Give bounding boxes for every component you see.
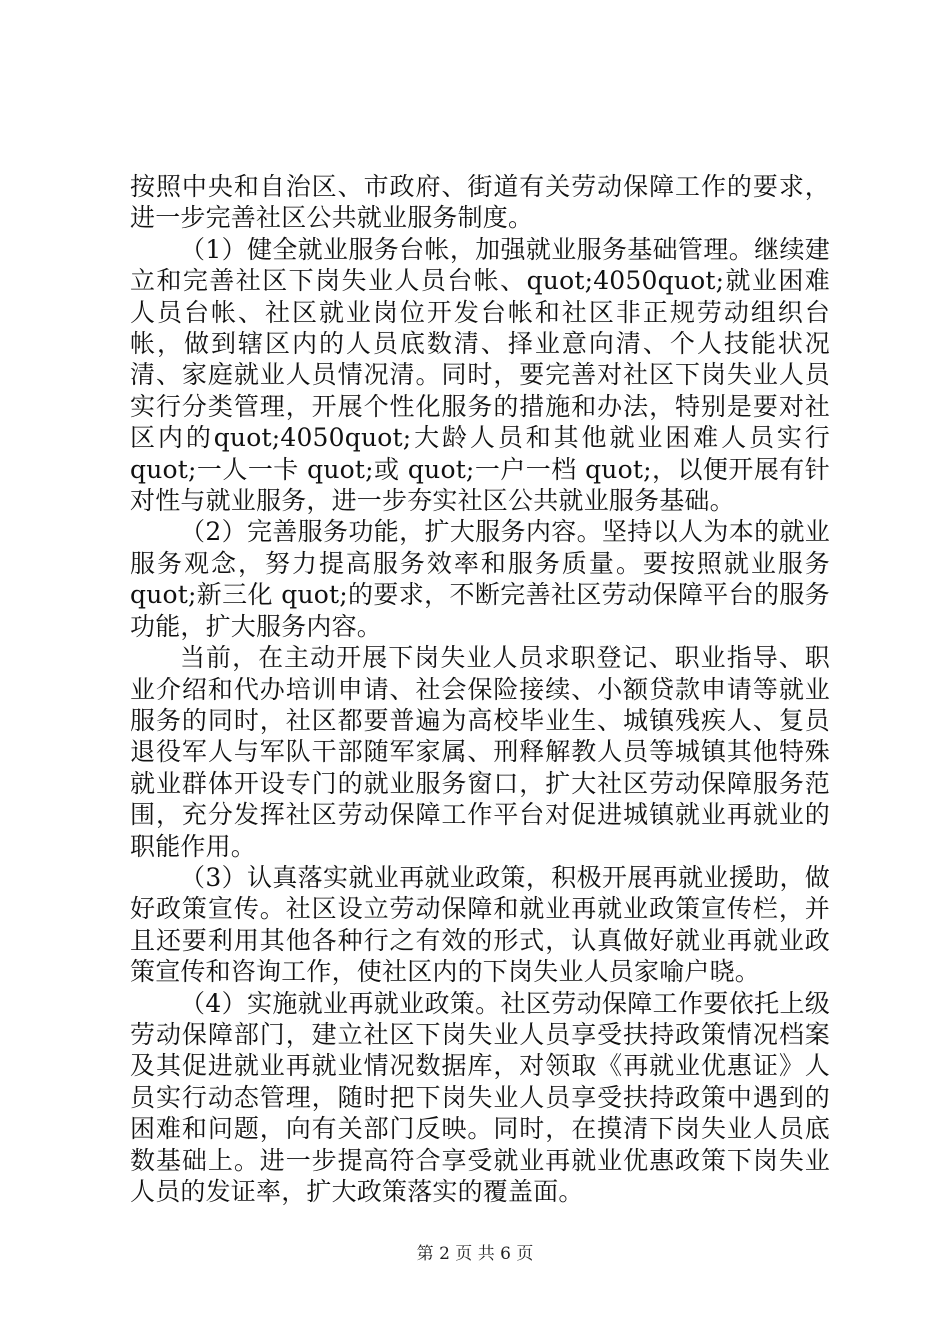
document-body <box>130 171 830 1207</box>
paragraph-item-4: （4）实施就业再就业政策。社区劳动保障工作要依托上级劳动保障部门，建立社区下岗失业人员享受扶持政策情况档案及其促进就业再就业情况数据库，对领取《再就业优惠证》人员实行动态管理，随时把下岗失业人员享受扶持政策中遇到的困难和问题，向有关部门反映。同时，在摸清下岗失业人员底数基础上。进一步提高符合享受就业再就业优惠政策下岗失业人员的发证率，扩大政策落实的覆盖面。 <box>130 988 830 1206</box>
paragraph-item-1: （1）健全就业服务台帐，加强就业服务基础管理。继续建立和完善社区下岗失业人员台帐、quot;4050quot;就业困难人员台帐、社区就业岗位开发台帐和社区非正规劳动组织台帐，做到辖区内的人员底数清、择业意向清、个人技能状况清、家庭就业人员情况清。同时，要完善对社区下岗失业人员实行分类管理，开展个性化服务的措施和办法，特别是要对社区内的quot;4050quot;大龄人员和其他就业困难人员实行 quot;一人一卡 quot;或 quot;一户一档 quot;，以便开展有针对性与就业服务，进一步夯实社区公共就业服务基础。 <box>130 234 830 516</box>
paragraph-intro: 按照中央和自治区、市政府、街道有关劳动保障工作的要求，进一步完善社区公共就业服务制度。 <box>130 172 830 233</box>
paragraph-item-2: （2）完善服务功能，扩大服务内容。坚持以人为本的就业服务观念，努力提高服务效率和服务质量。要按照就业服务quot;新三化 quot;的要求，不断完善社区劳动保障平台的服务功能，扩大服务内容。 <box>130 517 830 641</box>
paragraph-current: 当前，在主动开展下岗失业人员求职登记、职业指导、职业介绍和代办培训申请、社会保险接续、小额贷款申请等就业服务的同时，社区都要普遍为高校毕业生、城镇残疾人、复员退役军人与军队干部随军家属、刑释解教人员等城镇其他特殊就业群体开设专门的就业服务窗口，扩大社区劳动保障服务范围，充分发挥社区劳动保障工作平台对促进城镇就业再就业的职能作用。 <box>130 643 830 861</box>
paragraph-item-3: （3）认真落实就业再就业政策，积极开展再就业援助，做好政策宣传。社区设立劳动保障和就业再就业政策宣传栏，并且还要利用其他各种行之有效的形式，认真做好就业再就业政策宣传和咨询工作，使社区内的下岗失业人员家喻户晓。 <box>130 862 830 987</box>
page-number-footer: 第 2 页 共 6 页 <box>416 1244 534 1264</box>
